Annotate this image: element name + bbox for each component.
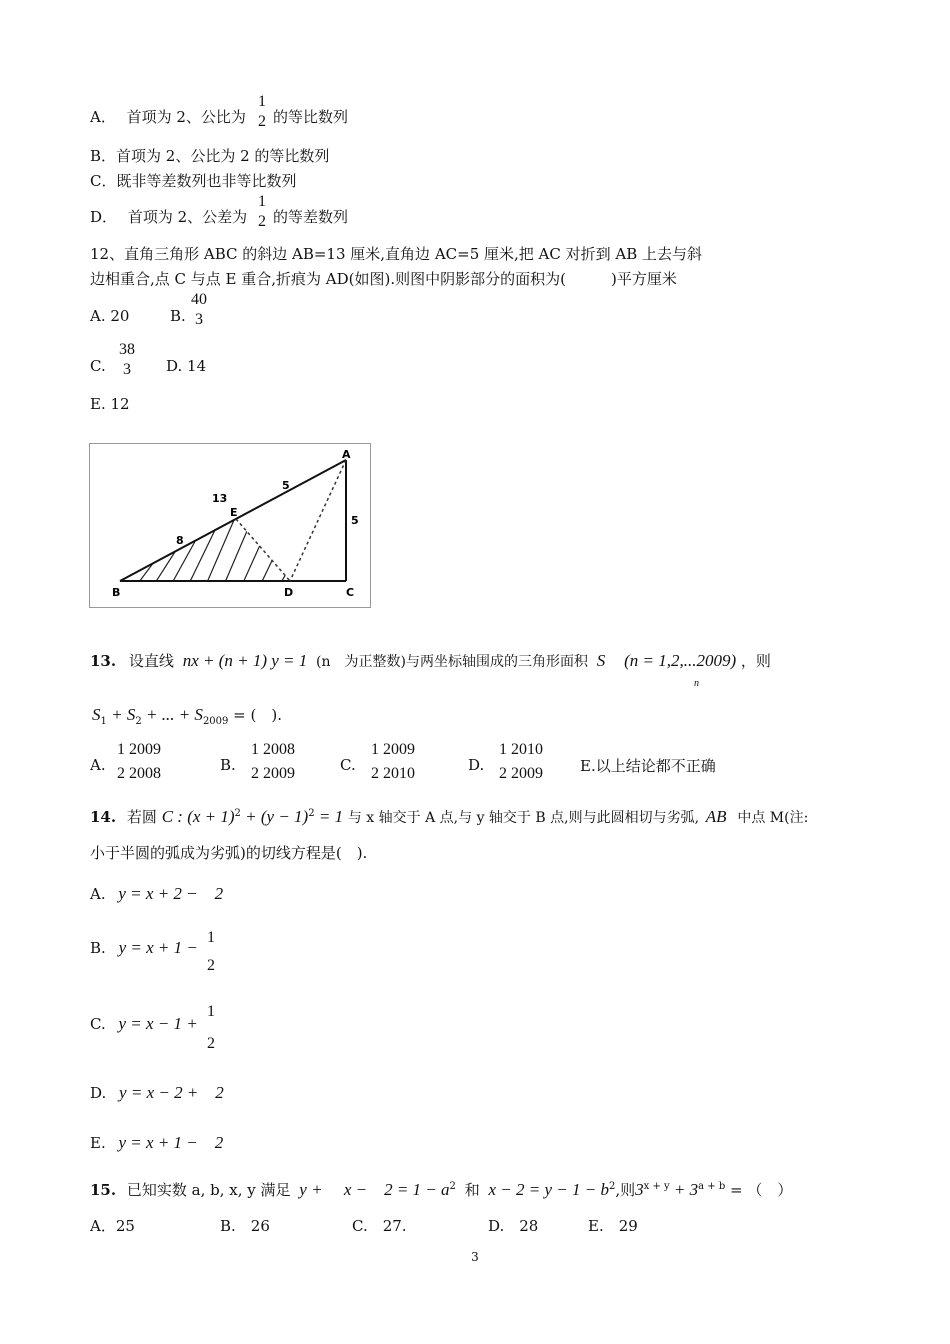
q12-option-d: D. 14 xyxy=(166,357,207,375)
q14-option-b-fraction: 1 2 xyxy=(207,929,215,974)
q12-option-b-fraction: 40 3 xyxy=(191,291,207,328)
label-e: E xyxy=(230,506,238,519)
q13-option-b-label: B. xyxy=(220,756,236,774)
q14-option-e: E. y = x + 1 − 2 xyxy=(90,1133,224,1152)
label-13: 13 xyxy=(212,492,228,505)
q14-option-a: A. y = x + 2 − 2 xyxy=(90,884,224,903)
q13-option-d-value: 1 2010 2 2009 xyxy=(499,741,543,782)
q14-option-d: D. y = x − 2 + 2 xyxy=(90,1083,224,1102)
q15-option-e: E. 29 xyxy=(588,1217,638,1235)
q11-option-d: D． 首项为 2、公差为 xyxy=(90,208,248,226)
q13-s-subscript: n xyxy=(694,678,699,689)
q12-option-c-fraction: 38 3 xyxy=(119,341,135,378)
page-number: 3 xyxy=(471,1250,479,1264)
label-c: C xyxy=(346,586,355,599)
q12-line1: 12、直角三角形 ABC 的斜边 AB=13 厘米,直角边 AC=5 厘米,把 AC 对折到 AB 上去与斜 xyxy=(90,245,703,263)
q13-stem: 13. 设直线 nx + (n + 1) y = 1 (n 为正整数)与两坐标轴围成的三角形面积 S (n = 1,2,...2009) ，则 xyxy=(90,651,771,670)
q15-option-c: C. 27. xyxy=(352,1217,407,1235)
q12-line2: 边相重合,点 C 与点 E 重合,折痕为 AD(如图).则图中阴影部分的面积为( )平方厘米 xyxy=(90,270,677,288)
q11-a-fraction: 1 2 xyxy=(258,93,266,130)
q12-option-e: E. 12 xyxy=(90,395,130,413)
q12-option-a: A. 20 xyxy=(90,307,130,325)
q11-d-fraction: 1 2 xyxy=(258,193,266,230)
q11-d-tail: 的等差数列 xyxy=(273,208,349,226)
fold-ed xyxy=(236,519,290,581)
q13-option-b-value: 1 2008 2 2009 xyxy=(251,741,295,782)
q13-option-c-value: 1 2009 2 2010 xyxy=(371,741,415,782)
q14-stem-line2: 小于半圆的弧成为劣弧)的切线方程是( ). xyxy=(90,844,368,862)
label-be-8: 8 xyxy=(176,534,184,547)
label-a: A xyxy=(342,448,351,461)
q12-option-b-label: B. xyxy=(170,307,186,325)
q12-figure xyxy=(89,443,371,608)
q13-option-c-label: C. xyxy=(340,756,356,774)
q13-option-e: E.以上结论都不正确 xyxy=(580,757,716,775)
q11-option-c: C．既非等差数列也非等比数列 xyxy=(90,172,297,190)
q14-option-c-fraction: 1 2 xyxy=(207,1003,215,1052)
q11-a-tail: 的等比数列 xyxy=(273,108,349,126)
q15-stem: 15. 已知实数 a, b, x, y 满足 y + x − $2 = 1 - a^2$ 和 $x - 2 = y - 1 - b^2$,则$3^{x + y} + 3^{a + b}$ = （ ） xyxy=(90,1180,793,1199)
fold-ad xyxy=(290,460,346,581)
q12-option-c-label: C. xyxy=(90,357,106,375)
q14-option-b: B. y = x + 1 − xyxy=(90,938,198,957)
q13-option-d-label: D. xyxy=(468,756,485,774)
q15-option-b: B. 26 xyxy=(220,1217,270,1235)
q15-option-d: D. 28 xyxy=(488,1217,539,1235)
q11-option-a: A． 首项为 2、公比为 xyxy=(90,108,246,126)
label-ae-5: 5 xyxy=(282,479,290,492)
q13-option-a-value: 1 2009 2 2008 xyxy=(117,741,161,782)
q13-sum: $S_1 + S_2$ + ... + $S_{2009}$ = ( ). xyxy=(92,705,282,727)
q13-option-a-label: A. xyxy=(90,756,106,774)
label-b: B xyxy=(112,586,121,599)
q11-option-b: B．首项为 2、公比为 2 的等比数列 xyxy=(90,147,330,165)
label-d: D xyxy=(284,586,294,599)
q15-option-a: A．25 xyxy=(90,1217,135,1235)
q14-stem: 14. 若圆 C : $(x + 1)^2 + (y - 1)^2 = 1$ 与 x 轴交于 A 点,与 y 轴交于 B 点,则与此圆相切与劣弧, AB 中点 M(注: xyxy=(90,807,809,826)
q14-option-c: C. y = x − 1 + xyxy=(90,1014,198,1033)
triangle-diagram xyxy=(90,444,370,607)
label-ac-5: 5 xyxy=(351,514,359,527)
